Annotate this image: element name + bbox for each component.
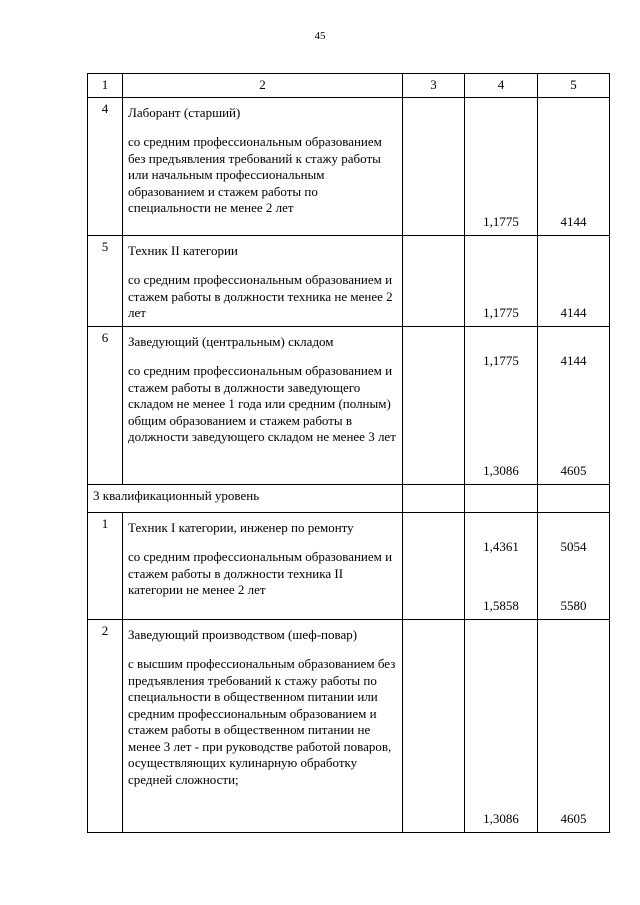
coefficient-value: 1,5858 xyxy=(483,598,519,613)
position-cell xyxy=(123,512,403,619)
coefficient-cell xyxy=(465,235,538,326)
position-cell xyxy=(123,619,403,832)
coefficient-value: 1,1775 xyxy=(483,305,519,320)
coefficient-cell xyxy=(465,326,538,484)
table-row xyxy=(88,97,610,235)
header-cell: 2 xyxy=(123,74,403,98)
row-number: 5 xyxy=(88,235,123,326)
header-cell: 3 xyxy=(403,74,465,98)
coefficient-value: 1,3086 xyxy=(483,463,519,478)
position-cell xyxy=(123,235,403,326)
position-title: Заведующий (центральным) складом xyxy=(128,333,334,349)
header-cell: 1 xyxy=(88,74,123,98)
coefficient-value: 1,4361 xyxy=(483,538,519,554)
salary-cell xyxy=(538,326,610,484)
coefficient-cell xyxy=(465,512,538,619)
position-description: со средним профессиональным образованием и стажем работы в должности заведующего складом не менее 1 года или средним (полным) общим образованием и стажем работы в должности заведующего складом не менее 3 лет xyxy=(128,363,396,444)
section-row xyxy=(88,484,610,512)
coefficient-value: 1,3086 xyxy=(483,811,519,826)
salary-value: 4605 xyxy=(560,463,587,478)
row-number: 1 xyxy=(88,512,123,619)
position-title: Заведующий производством (шеф-повар) xyxy=(128,626,358,642)
salary-table xyxy=(87,73,610,833)
salary-value: 4144 xyxy=(560,305,587,320)
header-cell: 5 xyxy=(538,74,610,98)
coefficient-value: 1,1775 xyxy=(483,352,519,368)
row-number: 4 xyxy=(88,97,123,235)
page-number: 45 xyxy=(314,30,326,42)
salary-cell xyxy=(538,512,610,619)
position-cell xyxy=(123,326,403,484)
row-number: 2 xyxy=(88,619,123,832)
salary-cell xyxy=(538,97,610,235)
coefficient-cell xyxy=(465,97,538,235)
table-row xyxy=(88,235,610,326)
section-title: 3 квалификационный уровень xyxy=(88,484,403,512)
position-description: со средним профессиональным образованием и стажем работы в должности техника не менее 2 лет xyxy=(128,272,393,320)
position-description: со средним профессиональным образованием без предъявления требований к стажу работы или начальным профессиональным образованием и стажем работы по специальности не менее 2 лет xyxy=(128,134,382,215)
position-title: Лаборант (старший) xyxy=(128,104,241,120)
position-cell xyxy=(123,97,403,235)
salary-cell xyxy=(538,235,610,326)
position-description: с высшим профессиональным образованием без предъявления требований к стажу работы по специальности в общественном питании или средним профессиональным образованием и стажем работы в общественном питании не менее 3 лет - при руководстве работой поваров, осуществляющих кулинарную обработку средней сложности; xyxy=(128,656,396,787)
salary-value: 5054 xyxy=(560,538,587,554)
coefficient-cell xyxy=(465,619,538,832)
header-cell: 4 xyxy=(465,74,538,98)
coefficient-value: 1,1775 xyxy=(483,214,519,229)
salary-value: 5580 xyxy=(560,598,587,613)
position-title: Техник I категории, инженер по ремонту xyxy=(128,519,354,535)
empty-cell xyxy=(403,484,465,512)
empty-cell xyxy=(403,512,465,619)
salary-value: 4144 xyxy=(560,214,587,229)
salary-cell xyxy=(538,619,610,832)
row-number: 6 xyxy=(88,326,123,484)
empty-cell xyxy=(403,97,465,235)
empty-cell xyxy=(403,235,465,326)
table-row xyxy=(88,619,610,832)
position-title: Техник II категории xyxy=(128,242,238,258)
position-description: со средним профессиональным образованием и стажем работы в должности техника II категории не менее 2 лет xyxy=(128,549,393,597)
salary-value: 4605 xyxy=(560,811,587,826)
table-header-row xyxy=(88,74,610,98)
table-row xyxy=(88,512,610,619)
empty-cell xyxy=(465,484,538,512)
table-row xyxy=(88,326,610,484)
empty-cell xyxy=(403,326,465,484)
empty-cell xyxy=(538,484,610,512)
salary-value: 4144 xyxy=(560,352,587,368)
empty-cell xyxy=(403,619,465,832)
